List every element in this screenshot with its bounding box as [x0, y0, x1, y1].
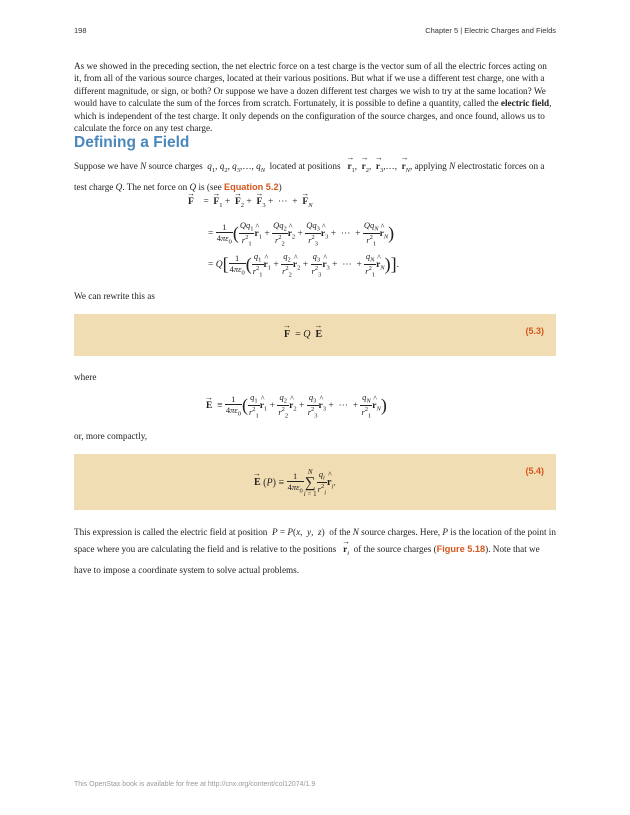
chapter-prefix: Chapter 5 | — [425, 26, 465, 35]
compact-lead-text: or, more compactly, — [74, 431, 148, 441]
section-heading: Defining a Field — [74, 134, 190, 151]
src-text-2: source charges — [146, 161, 205, 171]
net-force-equation-line-1: → F = → $F_1$ + → $F_2$ + → $F_3$ + ⋯ + → $F_N$ — [188, 196, 313, 209]
src-text-5: electrostatic forces on a test charge — [74, 161, 545, 192]
close-text-2: of the — [329, 527, 353, 537]
electric-field-term: electric field — [500, 98, 550, 109]
close-text-6: ). Note that we have to impose a coordinate system to solve actual problems. — [74, 544, 540, 575]
running-header — [425, 26, 556, 35]
chapter-title: Electric Charges and Fields — [464, 26, 556, 35]
where-lead-text: where — [74, 372, 97, 382]
closing-paragraph: This expression is called the electric field at position P = P(x, y, z) of the N source charges. Here, P is the location of the point in space where you are calculating the field and is relative to the positions → $r_i$ of the source charges (Figure 5.18). Note that we have to impose a coordinate system to solve actual problems. — [74, 524, 556, 579]
equation-5-3-box — [74, 314, 556, 356]
net-force-equation-line-2: = $\frac{1}{4\pi\varepsilon_0}$ ( $\frac{Qq_1}{r^2_1}$ ^ $r_1$ + $\frac{Qq_2}{r^2_2}$ ^ $r_2$ + $\frac{Qq_3}{r^2_3}$ ^ $r_3$ + ⋯ + $\frac{Qq_N}{r^2_1}$ ^ $r_N$) — [208, 220, 394, 247]
close-text-1: This expression is called the electric field at position — [74, 527, 270, 537]
intro-text-2: , which is independent of the test charge. It only depends on the configuration of the source charges, and once found, allows us to calculate the force on any test charge. — [74, 98, 552, 134]
src-text-8: ) — [278, 181, 282, 192]
page-number: 198 — [74, 26, 87, 35]
net-force-equation-line-3: = Q[ $\frac{1}{4\pi\varepsilon_0}$ ( $\frac{q_1}{r^2_1}$ ^ $r_1$ + $\frac{q_2}{r^2_2}$ ^ $r_2$ + $\frac{q_3}{r^2_3}$ ^ $r_3$ + ⋯ + $\frac{q_N}{r^2_1}$ ^ $r_N$)]. — [208, 251, 399, 278]
equation-5-4-box — [74, 454, 556, 510]
equation-5-4-number: (5.4) — [525, 466, 544, 476]
equation-5-3-number: (5.3) — [525, 326, 544, 336]
equation-5-3: → F = Q → E — [284, 329, 322, 340]
close-var-P: P — [442, 527, 448, 537]
close-text-3: source charges. Here, — [358, 527, 443, 537]
var-Q-2: Q — [189, 181, 197, 192]
close-text-5: of the source charges ( — [351, 544, 437, 554]
close-var-N: N — [352, 527, 359, 537]
intro-paragraph — [74, 60, 556, 134]
equation-5-4: → E (P) ≡ $\frac{1}{4\pi\varepsilon_0}$ N ∑ i = 1 $\frac{q_i}{r^2_i}$ ^ $r_i$. — [254, 468, 336, 498]
electric-field-definition-equation: → E ≡ $\frac{1}{4\pi\varepsilon_0}$ ( $\frac{q_1}{r^2_1}$ ^ $r_1$ + $\frac{q_2}{r^2_2}$ ^ $r_2$ + $\frac{q_3}{r^2_3}$ ^ $r_3$ + ⋯ + $\frac{q_N}{r^2_1}$ ^ $r_N$) — [206, 392, 387, 419]
rewrite-lead-text: We can rewrite this as — [74, 291, 155, 301]
close-text-4: is the location of the point in space where you are calculating the field and is relative to the positions — [74, 527, 556, 554]
src-text-3: located at positions — [267, 161, 343, 171]
src-text-6: . The net force on — [122, 181, 190, 192]
intro-text-1: As we showed in the preceding section, the net electric force on a test charge is the vector sum of all the electric forces acting on it, from all of the various source charges, located at their various positions. But what if we use a different test charge, one with a different magnitude, or sign, or both? Or suppose we have a dozen different test charges we wish to try at the same location? We would have to calculate the sum of the forces from scratch. Fortunately, it is possible to define a quantity, called the — [74, 61, 547, 109]
src-text-1: Suppose we have — [74, 161, 141, 171]
footer-note: This OpenStax book is available for free at http://cnx.org/content/col12074/1.9 — [74, 781, 316, 788]
source-charges-paragraph: Suppose we have N source charges $q_1$, $q_2$, $q_3,\dots$, $q_N$ located at positions → $r_1$, → $r_2$, → $r_3,\dots$, → $r_N$, applying N electrostatic forces on a test charge Q. The net force on Q is (see Equation 5.2) — [74, 158, 556, 195]
var-Q: Q — [115, 181, 123, 192]
equation-5-2-link[interactable]: Equation 5.2 — [223, 181, 279, 192]
src-text-4: , applying — [410, 161, 450, 171]
var-N-2: N — [449, 161, 456, 171]
src-text-7: is (see — [196, 181, 224, 192]
figure-5-18-link[interactable]: Figure 5.18 — [436, 544, 486, 554]
var-N: N — [140, 161, 147, 171]
